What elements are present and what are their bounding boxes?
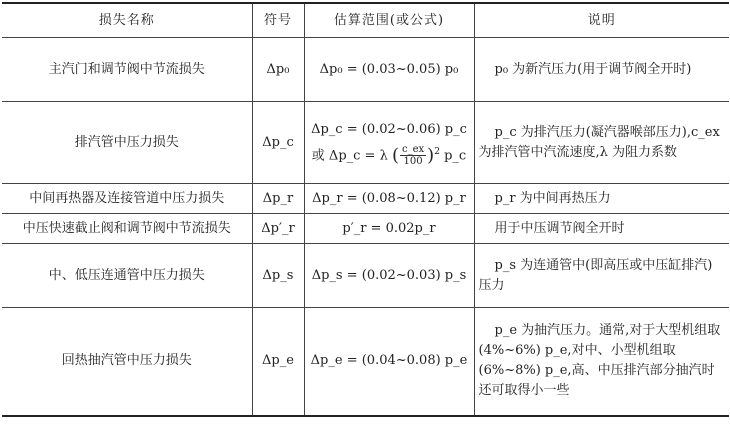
loss-name: 排汽管中压力损失 <box>2 102 252 184</box>
loss-description <box>474 244 729 308</box>
loss-description <box>474 184 729 214</box>
loss-symbol: Δp_r <box>252 184 304 214</box>
table-row <box>2 308 729 416</box>
loss-name: 回热抽汽管中压力损失 <box>2 308 252 416</box>
header-symbol: 符号 <box>252 3 304 38</box>
loss-description <box>474 38 729 102</box>
pressure-loss-table <box>2 2 729 417</box>
loss-description-text: p₀ 为新汽压力(用于调节阀全开时) <box>494 61 692 77</box>
loss-estimate-formula <box>309 142 470 167</box>
loss-estimate: Δp_s = (0.02~0.03) p_s <box>304 244 474 308</box>
formula-suffix: p_c <box>444 148 467 164</box>
loss-symbol: Δp_s <box>252 244 304 308</box>
left-paren-icon: ( <box>391 144 399 166</box>
header-description: 说明 <box>474 3 729 38</box>
loss-name: 中、低压连通管中压力损失 <box>2 244 252 308</box>
formula-fraction <box>400 144 426 167</box>
loss-description <box>474 308 729 416</box>
header-estimate: 估算范围(或公式) <box>304 3 474 38</box>
right-paren-icon: ) <box>427 144 435 166</box>
square-exponent-icon: 2 <box>434 146 440 157</box>
fraction-denominator: 100 <box>403 156 423 168</box>
table-header-row <box>2 3 729 38</box>
loss-description <box>474 102 729 184</box>
loss-estimate: Δp₀ = (0.03~0.05) p₀ <box>304 38 474 102</box>
formula-prefix: 或 Δp_c = λ <box>311 148 388 164</box>
loss-estimate: Δp_r = (0.08~0.12) p_r <box>304 184 474 214</box>
loss-description-text: 用于中压调节阀全开时 <box>494 220 625 236</box>
loss-description <box>474 214 729 244</box>
table-row <box>2 38 729 102</box>
table-row <box>2 102 729 184</box>
loss-description-text: p_s 为连通管中(即高压或中压缸排汽)压力 <box>478 257 713 293</box>
loss-estimate: p′_r = 0.02p_r <box>304 214 474 244</box>
loss-symbol: Δp_c <box>252 102 304 184</box>
loss-estimate-text: Δp_c = (0.02~0.06) p_c <box>311 121 467 137</box>
loss-name: 中间再热器及连接管道中压力损失 <box>2 184 252 214</box>
loss-name: 主汽门和调节阀中节流损失 <box>2 38 252 102</box>
loss-symbol: Δp′_r <box>252 214 304 244</box>
loss-symbol: Δp₀ <box>252 38 304 102</box>
loss-description-text: p_r 为中间再热压力 <box>494 190 611 206</box>
loss-estimate <box>304 102 474 184</box>
loss-description-text: p_c 为排汽压力(凝汽器喉部压力),c_ex 为排汽管中汽流速度,λ 为阻力系数 <box>478 124 720 160</box>
header-loss-name: 损失名称 <box>2 3 252 38</box>
loss-description-text: p_e 为抽汽压力。通常,对于大型机组取(4%~6%) p_e,对中、小型机组取(6%~8%) p_e,高、中压排汽部分抽汽时还可取得小一些 <box>478 323 721 399</box>
table-row <box>2 244 729 308</box>
table-row <box>2 184 729 214</box>
fraction-numerator: c_ex <box>402 144 425 156</box>
loss-estimate: Δp_e = (0.04~0.08) p_e <box>304 308 474 416</box>
loss-name: 中压快速截止阀和调节阀中节流损失 <box>2 214 252 244</box>
table-row <box>2 214 729 244</box>
loss-symbol: Δp_e <box>252 308 304 416</box>
